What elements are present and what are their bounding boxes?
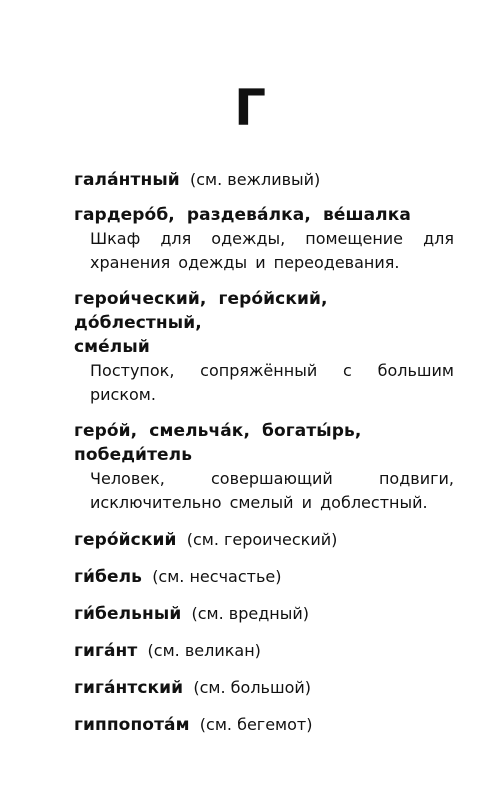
entry-geroysky <box>74 528 454 552</box>
entry-geroichesky <box>74 287 454 407</box>
headword: геро́й, смельча́к, богаты́рь, <box>74 421 362 441</box>
entry-gigant <box>74 639 454 663</box>
headword-continued: сме́лый <box>74 337 150 357</box>
cross-reference: (см. бегемот) <box>199 715 313 734</box>
entry-geroy <box>74 419 454 515</box>
headword: ги́бельный <box>74 604 182 624</box>
cross-reference: (см. большой) <box>193 678 312 697</box>
definition: Человек, совершающий подвиги, исключительно смелый и доблестный. <box>90 469 454 512</box>
headword: гиппопота́м <box>74 715 190 735</box>
headword: гига́нтский <box>74 678 184 698</box>
entry-garderob <box>74 203 454 275</box>
cross-reference: (см. вредный) <box>191 604 310 623</box>
section-letter: Г <box>234 79 266 137</box>
cross-reference: (см. героический) <box>186 530 338 549</box>
entry-list <box>74 168 454 737</box>
headword: гала́нтный <box>74 170 180 190</box>
entry-gibel <box>74 565 454 589</box>
definition: Поступок, сопряжённый с большим риском. <box>90 361 454 404</box>
definition: Шкаф для одежды, помещение для хранения одежды и переодевания. <box>90 229 454 272</box>
entry-gibelny <box>74 602 454 626</box>
entry-galantny <box>74 168 454 192</box>
headword: гардеро́б, раздева́лка, ве́шалка <box>74 205 411 225</box>
cross-reference: (см. вежливый) <box>190 170 321 189</box>
headword: герои́ческий, геро́йский, до́блестный, <box>74 289 340 333</box>
entry-gigantsky <box>74 676 454 700</box>
cross-reference: (см. несчастье) <box>152 567 282 586</box>
headword-continued: победи́тель <box>74 445 193 465</box>
headword: геро́йский <box>74 530 177 550</box>
cross-reference: (см. великан) <box>147 641 261 660</box>
entry-gippopotam <box>74 713 454 737</box>
headword: гига́нт <box>74 641 138 661</box>
headword: ги́бель <box>74 567 142 587</box>
